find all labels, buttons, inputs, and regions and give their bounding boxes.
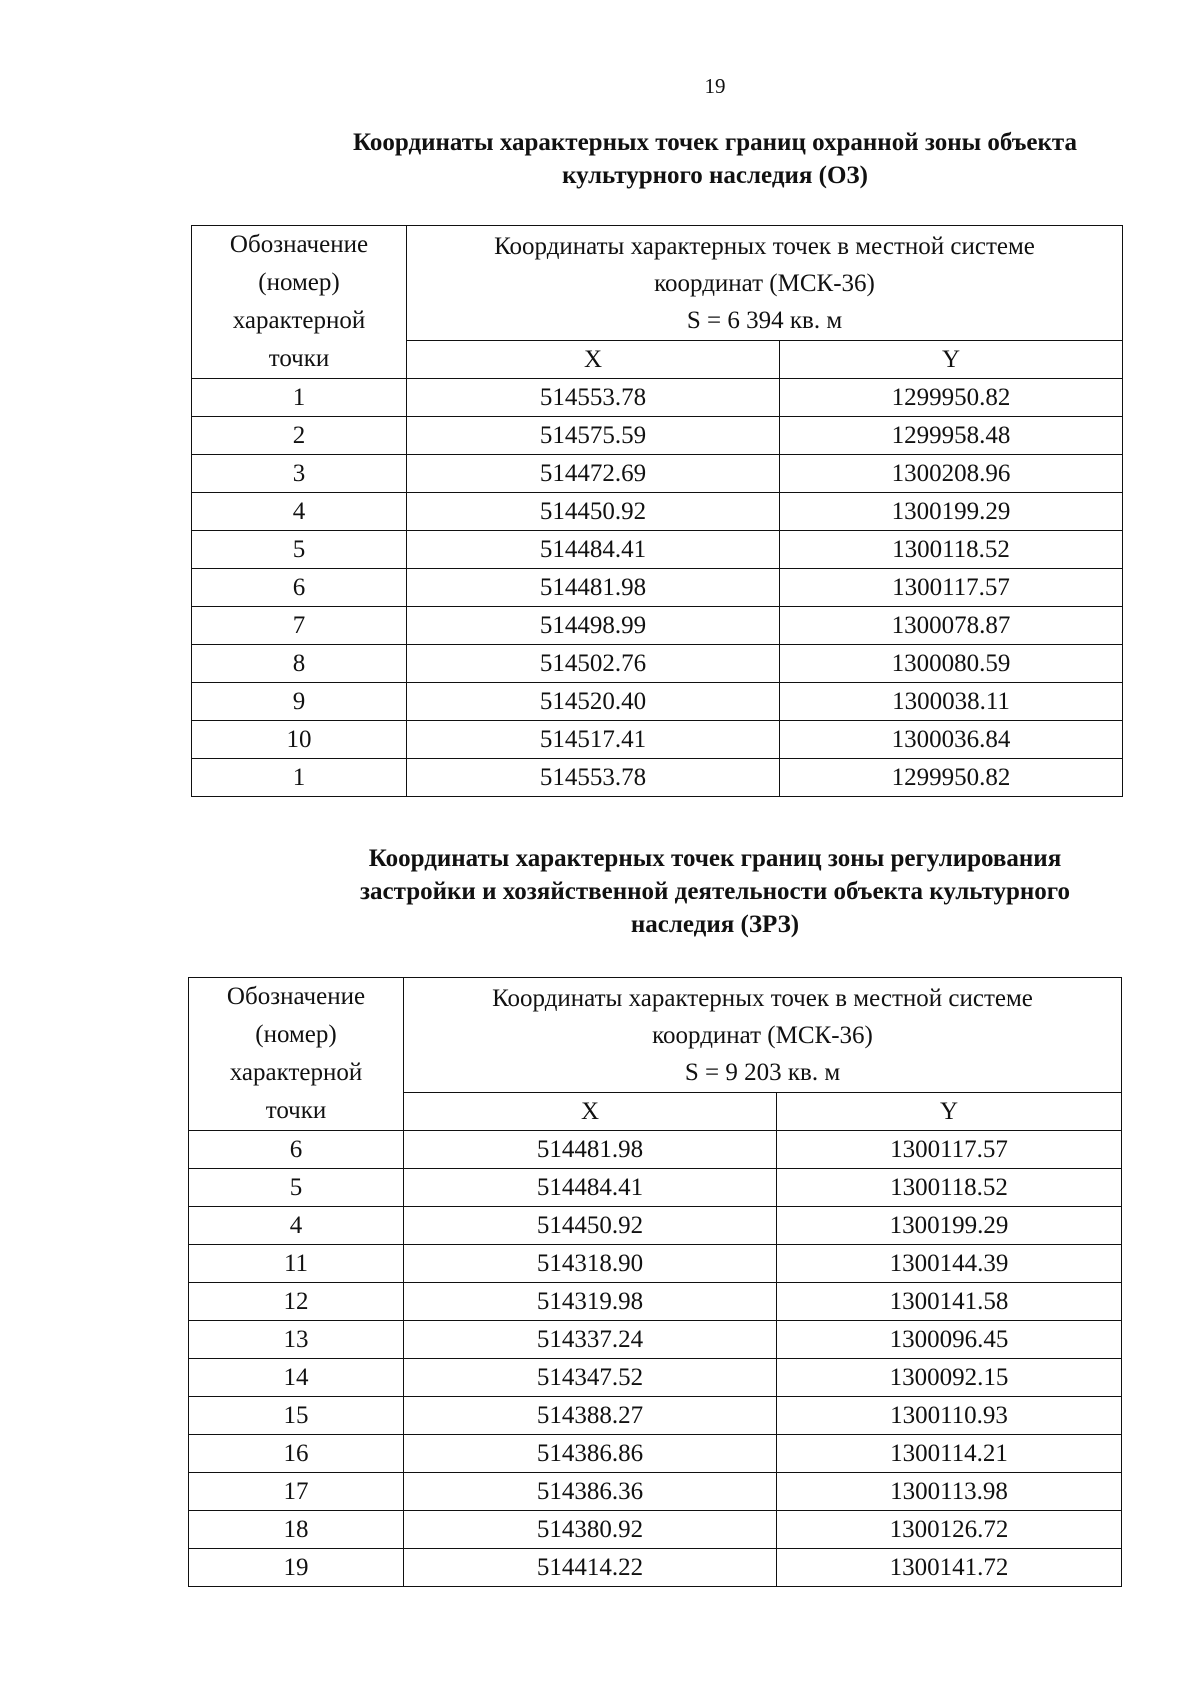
section-title-line: застройки и хозяйственной деятельности объекта культурного <box>359 878 1071 905</box>
y-coordinate-cell: 1300141.72 <box>777 1549 1122 1587</box>
y-coordinate-cell: 1300113.98 <box>777 1473 1122 1511</box>
section-title-oz <box>290 126 1140 192</box>
y-coordinate-cell: 1300208.96 <box>780 455 1123 493</box>
x-coordinate-cell: 514450.92 <box>407 493 780 531</box>
x-coordinate-cell: 514553.78 <box>407 379 780 417</box>
point-number-cell: 9 <box>192 683 407 721</box>
table-row <box>192 455 1123 493</box>
y-coordinate-cell: 1299958.48 <box>780 417 1123 455</box>
table-row <box>189 1321 1122 1359</box>
point-number-cell: 19 <box>189 1549 404 1587</box>
y-coordinate-cell: 1300038.11 <box>780 683 1123 721</box>
x-coordinate-cell: 514472.69 <box>407 455 780 493</box>
table-row <box>189 1549 1122 1587</box>
table-row <box>189 1207 1122 1245</box>
table-row <box>189 1169 1122 1207</box>
point-number-cell: 5 <box>192 531 407 569</box>
point-number-cell: 6 <box>192 569 407 607</box>
point-number-cell: 16 <box>189 1435 404 1473</box>
table-row <box>192 645 1123 683</box>
table-row <box>192 683 1123 721</box>
table-row <box>189 1473 1122 1511</box>
table-row <box>192 531 1123 569</box>
y-coordinate-cell: 1300036.84 <box>780 721 1123 759</box>
y-coordinate-cell: 1300092.15 <box>777 1359 1122 1397</box>
x-coordinate-cell: 514380.92 <box>404 1511 777 1549</box>
x-coordinate-cell: 514386.36 <box>404 1473 777 1511</box>
point-number-cell: 13 <box>189 1321 404 1359</box>
x-coordinate-cell: 514481.98 <box>404 1131 777 1169</box>
y-coordinate-cell: 1300141.58 <box>777 1283 1122 1321</box>
area-value: S = 6 394 кв. м <box>686 306 843 334</box>
y-coordinate-cell: 1300110.93 <box>777 1397 1122 1435</box>
x-coordinate-cell: 514498.99 <box>407 607 780 645</box>
designation-header: Обозначение (номер) характерной точки <box>189 978 404 1131</box>
x-coordinate-cell: 514575.59 <box>407 417 780 455</box>
point-number-cell: 18 <box>189 1511 404 1549</box>
y-coordinate-cell: 1300199.29 <box>777 1207 1122 1245</box>
designation-header: Обозначение (номер) характерной точки <box>192 226 407 379</box>
x-coordinate-cell: 514502.76 <box>407 645 780 683</box>
point-number-cell: 11 <box>189 1245 404 1283</box>
y-coordinate-cell: 1300114.21 <box>777 1435 1122 1473</box>
area-value: S = 9 203 кв. м <box>684 1058 841 1086</box>
table-row <box>189 1397 1122 1435</box>
x-coordinate-cell: 514337.24 <box>404 1321 777 1359</box>
x-coordinate-cell: 514517.41 <box>407 721 780 759</box>
y-column-header: Y <box>777 1093 1122 1131</box>
table-row <box>189 1511 1122 1549</box>
x-coordinate-cell: 514553.78 <box>407 759 780 797</box>
table-row <box>189 1283 1122 1321</box>
point-number-cell: 1 <box>192 379 407 417</box>
table-row <box>192 607 1123 645</box>
section-title-zrz <box>290 842 1140 941</box>
x-coordinate-cell: 514520.40 <box>407 683 780 721</box>
coordinates-table-oz <box>191 225 1123 797</box>
table-row <box>189 1245 1122 1283</box>
point-number-cell: 17 <box>189 1473 404 1511</box>
y-coordinate-cell: 1300126.72 <box>777 1511 1122 1549</box>
y-coordinate-cell: 1300118.52 <box>777 1169 1122 1207</box>
y-coordinate-cell: 1300117.57 <box>777 1131 1122 1169</box>
table-row <box>192 379 1123 417</box>
y-coordinate-cell: 1300117.57 <box>780 569 1123 607</box>
table-row <box>189 1359 1122 1397</box>
table-row <box>192 569 1123 607</box>
section-title-line: культурного наследия (ОЗ) <box>562 162 868 189</box>
point-number-cell: 5 <box>189 1169 404 1207</box>
point-number-cell: 1 <box>192 759 407 797</box>
y-coordinate-cell: 1299950.82 <box>780 759 1123 797</box>
point-number-cell: 14 <box>189 1359 404 1397</box>
point-number-cell: 3 <box>192 455 407 493</box>
point-number-cell: 2 <box>192 417 407 455</box>
point-number-cell: 8 <box>192 645 407 683</box>
section-title-line: Координаты характерных точек границ зоны регулирования <box>368 845 1062 872</box>
y-coordinate-cell: 1300078.87 <box>780 607 1123 645</box>
table-row <box>189 1131 1122 1169</box>
x-coordinate-cell: 514484.41 <box>407 531 780 569</box>
y-coordinate-cell: 1300199.29 <box>780 493 1123 531</box>
point-number-cell: 4 <box>189 1207 404 1245</box>
table-row <box>192 721 1123 759</box>
coordinates-table-zrz <box>188 977 1122 1587</box>
table-row <box>192 493 1123 531</box>
y-column-header: Y <box>780 341 1123 379</box>
x-column-header: X <box>407 341 780 379</box>
x-coordinate-cell: 514414.22 <box>404 1549 777 1587</box>
x-coordinate-cell: 514318.90 <box>404 1245 777 1283</box>
point-number-cell: 10 <box>192 721 407 759</box>
point-number-cell: 6 <box>189 1131 404 1169</box>
table-row <box>192 759 1123 797</box>
coordinates-header: Координаты характерных точек в местной системе координат (МСК-36) S = 9 203 кв. м <box>404 978 1122 1093</box>
table-row <box>189 1435 1122 1473</box>
point-number-cell: 7 <box>192 607 407 645</box>
x-coordinate-cell: 514484.41 <box>404 1169 777 1207</box>
y-coordinate-cell: 1300144.39 <box>777 1245 1122 1283</box>
y-coordinate-cell: 1300080.59 <box>780 645 1123 683</box>
coordinates-header: Координаты характерных точек в местной системе координат (МСК-36) S = 6 394 кв. м <box>407 226 1123 341</box>
page-number: 19 <box>704 74 726 98</box>
x-coordinate-cell: 514347.52 <box>404 1359 777 1397</box>
point-number-cell: 12 <box>189 1283 404 1321</box>
x-coordinate-cell: 514450.92 <box>404 1207 777 1245</box>
y-coordinate-cell: 1300096.45 <box>777 1321 1122 1359</box>
table-row <box>192 417 1123 455</box>
point-number-cell: 15 <box>189 1397 404 1435</box>
x-coordinate-cell: 514388.27 <box>404 1397 777 1435</box>
section-title-line: Координаты характерных точек границ охранной зоны объекта <box>353 129 1077 156</box>
section-title-line: наследия (ЗРЗ) <box>630 911 800 938</box>
x-coordinate-cell: 514386.86 <box>404 1435 777 1473</box>
y-coordinate-cell: 1300118.52 <box>780 531 1123 569</box>
x-coordinate-cell: 514481.98 <box>407 569 780 607</box>
x-column-header: X <box>404 1093 777 1131</box>
point-number-cell: 4 <box>192 493 407 531</box>
x-coordinate-cell: 514319.98 <box>404 1283 777 1321</box>
y-coordinate-cell: 1299950.82 <box>780 379 1123 417</box>
